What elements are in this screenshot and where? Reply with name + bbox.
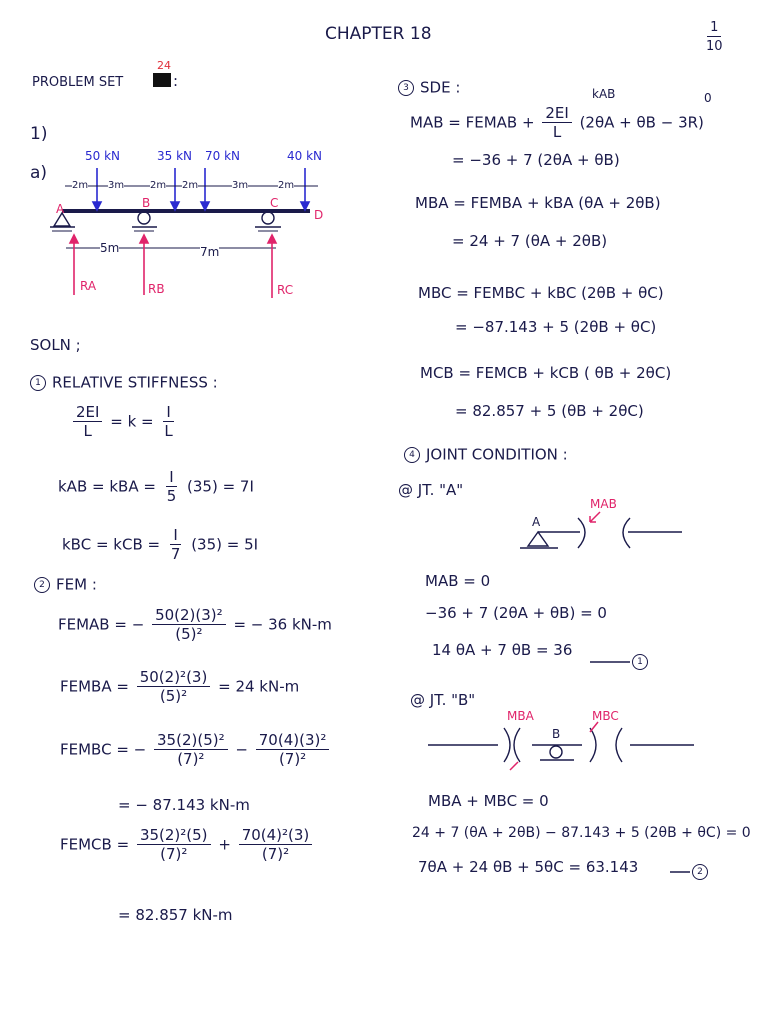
fem-bc-num1: 35(2)(5)² xyxy=(154,733,228,750)
jt-a-moment-arc-left xyxy=(578,518,585,548)
load-label-35: 35 kN xyxy=(157,149,193,163)
jt-b-arc-3 xyxy=(590,728,596,762)
solution-label: SOLN ; xyxy=(30,336,81,354)
eq-k1-num2: I xyxy=(163,405,173,422)
step-4-title: JOINT CONDITION : xyxy=(426,445,568,464)
sde-mbc-expanded: = −87.143 + 5 (2θB + θC) xyxy=(455,318,657,336)
eq-relative-stiffness xyxy=(70,405,179,439)
problem-set-colon: : xyxy=(173,72,179,90)
eq-fem-ba xyxy=(60,670,299,704)
joint-a-eq1: MAB = 0 xyxy=(425,572,491,590)
jt-b-roller xyxy=(550,746,562,758)
problem-set-label: PROBLEM SET xyxy=(32,75,124,90)
jt-b-moment-arrow-left xyxy=(510,762,518,770)
load-label-50: 50 kN xyxy=(85,149,121,163)
sde-mcb-expanded: = 82.857 + 5 (θB + 2θC) xyxy=(455,402,644,420)
eq-k1-den2: L xyxy=(164,422,173,440)
sde1-rhs: (2θA + θB − 3R) xyxy=(579,113,704,132)
reaction-arrowhead-c xyxy=(268,235,276,243)
sde1-frac-den: L xyxy=(552,123,562,141)
fem-bc-den1: (7)² xyxy=(177,750,205,768)
fem-bc-op: − xyxy=(235,740,248,759)
step-1-number: 1 xyxy=(30,375,46,391)
jt-a-moment-arc-right xyxy=(623,518,630,548)
jt-a-node-label: A xyxy=(532,515,541,529)
support-c xyxy=(262,212,274,224)
eq-fem-bc xyxy=(60,733,332,767)
spacing-label: 2m xyxy=(278,180,295,191)
fem-bc-num2: 70(4)(3)² xyxy=(256,733,330,750)
jt-b-moment-arrow-right xyxy=(590,722,598,732)
problem-number: 1) xyxy=(30,124,48,144)
spacing-label: 2m xyxy=(72,180,89,191)
sde-mba-expanded: = 24 + 7 (θA + 2θB) xyxy=(452,232,608,250)
fem-cb-num1: 35(2)²(5) xyxy=(137,828,211,845)
sde-mab-expanded: = −36 + 7 (2θA + θB) xyxy=(452,151,620,169)
fem-cb-den2: (7)² xyxy=(261,845,290,863)
eq-k-ab xyxy=(58,470,254,504)
fem-ba-den: (5)² xyxy=(159,687,188,705)
reaction-label-b: RB xyxy=(148,282,165,296)
page-number-total: 10 xyxy=(706,39,723,54)
chapter-title: CHAPTER 18 xyxy=(325,24,432,44)
eq-kab-rhs: (35) = 7I xyxy=(187,477,254,496)
span-label-bc: 7m xyxy=(200,245,220,259)
eq-kbc-den: 7 xyxy=(170,545,181,563)
step-1-title: RELATIVE STIFFNESS : xyxy=(52,373,218,392)
eq-fem-ab xyxy=(58,608,332,642)
jt-b-moment-label-1: MBA xyxy=(507,709,534,723)
reaction-label-a: RA xyxy=(80,279,97,293)
jt-b-arc-2 xyxy=(514,728,520,762)
eq-1-number: 1 xyxy=(632,654,648,670)
fem-cb-den1: (7)² xyxy=(160,845,188,863)
joint-a-heading: @ JT. "A" xyxy=(398,481,464,499)
fem-cb-value: = 82.857 kN-m xyxy=(118,906,233,924)
step-3-heading xyxy=(398,80,460,96)
fem-ab-num: 50(2)(3)² xyxy=(152,608,226,625)
load-arrowhead-35 xyxy=(171,202,179,210)
step-3-number: 3 xyxy=(398,80,414,96)
fem-ab-lhs: FEMAB = − xyxy=(58,615,145,634)
jt-b-moment-label-2: MBC xyxy=(592,709,619,723)
joint-a-eq2: −36 + 7 (2θA + θB) = 0 xyxy=(425,604,607,622)
eq-2-number: 2 xyxy=(692,864,708,880)
support-label-d: D xyxy=(314,208,324,222)
step-4-number: 4 xyxy=(404,447,420,463)
eq-k1-num: 2EI xyxy=(73,405,102,422)
reaction-arrowhead-a xyxy=(70,235,78,243)
jt-a-support xyxy=(528,532,548,546)
load-label-70: 70 kN xyxy=(205,149,241,163)
step-2-heading xyxy=(34,577,97,593)
fem-ab-rhs: = − 36 kN-m xyxy=(233,615,332,634)
load-label-40: 40 kN xyxy=(287,149,323,163)
eq-kab-num: I xyxy=(166,470,176,487)
jt-b-arc-1 xyxy=(504,728,510,762)
joint-b-eq3-text: 7θA + 24 θB + 5θC = 63.143 xyxy=(418,858,639,876)
step-3-title: SDE : xyxy=(420,78,461,97)
problem-set-number: 24 xyxy=(157,59,171,72)
eq-kab-den: 5 xyxy=(166,487,177,505)
support-label-b: B xyxy=(142,196,151,210)
joint-b-eq2: 24 + 7 (θA + 2θB) − 87.143 + 5 (2θB + θC) = 0 xyxy=(412,825,751,841)
joint-a-eq3 xyxy=(432,643,572,658)
joint-a-eq3-text: 14 θA + 7 θB = 36 xyxy=(432,641,573,659)
eq-fem-cb xyxy=(60,828,315,862)
load-arrowhead-40 xyxy=(301,202,309,210)
fem-ba-lhs: FEMBA = xyxy=(60,677,129,696)
fem-ba-rhs: = 24 kN-m xyxy=(218,677,300,696)
sde-kab-note: kAB xyxy=(592,87,616,101)
step-2-number: 2 xyxy=(34,577,50,593)
joint-b-eq1: MBA + MBC = 0 xyxy=(428,792,549,810)
eq-k1-den: L xyxy=(83,422,92,440)
load-arrowhead-70 xyxy=(201,202,209,210)
step-2-title: FEM : xyxy=(56,575,97,594)
eq-kbc-lhs: kBC = kCB = xyxy=(62,535,161,554)
eq-kab-lhs: kAB = kBA = xyxy=(58,477,156,496)
sde-zero-note: 0 xyxy=(704,91,712,105)
reaction-label-c: RC xyxy=(277,283,294,297)
fem-ab-den: (5)² xyxy=(175,625,203,643)
step-4-heading xyxy=(404,447,568,463)
jt-a-moment-arrow xyxy=(590,512,600,522)
sde-mab xyxy=(410,106,704,140)
spacing-label: 3m xyxy=(232,180,249,191)
fem-bc-value: = − 87.143 kN-m xyxy=(118,796,250,814)
load-arrowhead-50 xyxy=(93,202,101,210)
reaction-arrowhead-b xyxy=(140,235,148,243)
step-1-heading xyxy=(30,375,218,391)
fem-cb-num2: 70(4)²(3) xyxy=(239,828,313,845)
jt-b-arc-4 xyxy=(616,728,622,762)
joint-b-eq3 xyxy=(418,860,638,875)
fem-cb-lhs: FEMCB = xyxy=(60,835,130,854)
joint-b-heading: @ JT. "B" xyxy=(410,691,476,709)
page-number-current: 1 xyxy=(707,20,721,37)
fem-bc-lhs: FEMBC = − xyxy=(60,740,147,759)
eq-kbc-num: I xyxy=(170,528,180,545)
spacing-label: 2m xyxy=(150,180,167,191)
sde1-lhs: MAB = FEMAB + xyxy=(410,113,535,132)
jt-a-moment-label: MAB xyxy=(590,497,617,511)
span-label-ab: 5m xyxy=(100,241,120,255)
spacing-label: 2m xyxy=(182,180,199,191)
eq-1-tag xyxy=(632,654,654,670)
support-b xyxy=(138,212,150,224)
spacing-label: 3m xyxy=(108,180,125,191)
sde-mba: MBA = FEMBA + kBA (θA + 2θB) xyxy=(415,194,661,212)
eq-k-bc xyxy=(62,528,258,562)
sde1-frac-num: 2EI xyxy=(542,106,571,123)
problem-part: a) xyxy=(30,163,48,183)
support-label-a: A xyxy=(56,202,65,216)
sde-mcb: MCB = FEMCB + kCB ( θB + 2θC) xyxy=(420,364,672,382)
sde-mbc: MBC = FEMBC + kBC (2θB + θC) xyxy=(418,284,664,302)
eq-kbc-rhs: (35) = 5I xyxy=(191,535,259,554)
eq-2-tag xyxy=(692,864,714,880)
fem-bc-den2: (7)² xyxy=(278,750,307,768)
jt-b-node-label: B xyxy=(552,727,561,741)
fem-cb-op: + xyxy=(218,835,231,854)
fem-ba-num: 50(2)²(3) xyxy=(137,670,211,687)
eq-k1-mid: = k = xyxy=(110,412,154,431)
support-label-c: C xyxy=(270,196,279,210)
